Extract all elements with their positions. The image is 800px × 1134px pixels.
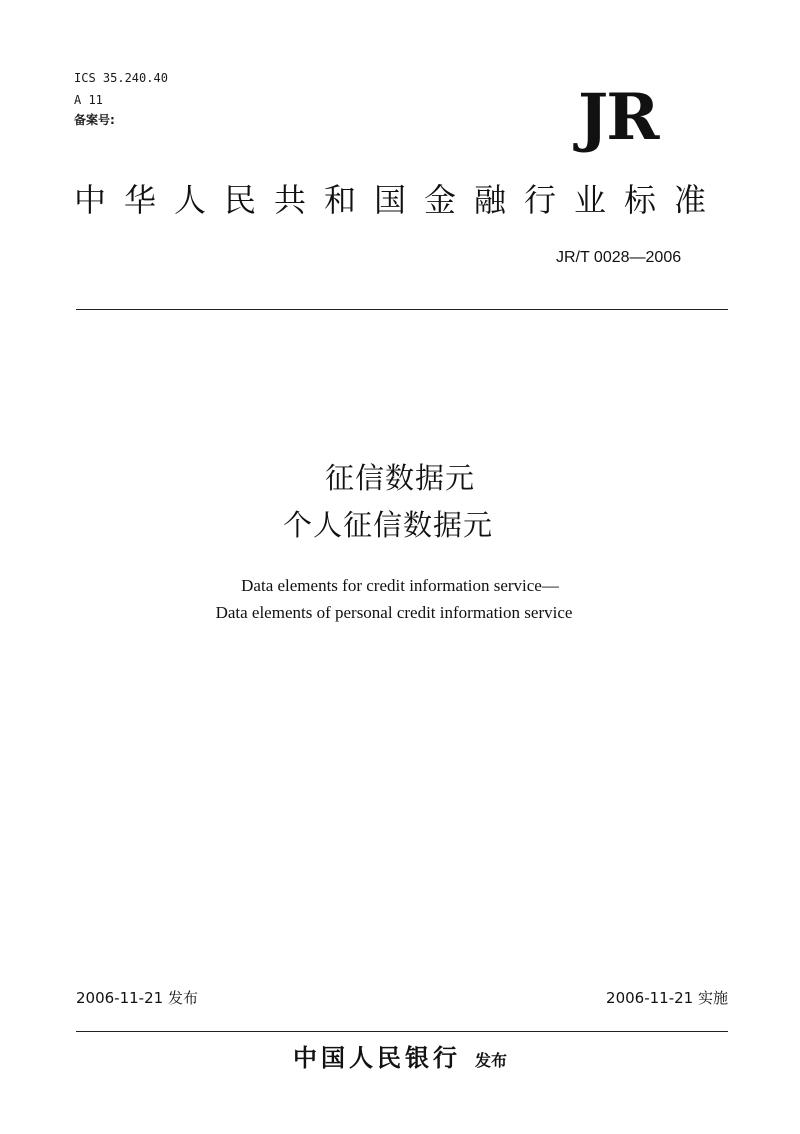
top-divider	[76, 309, 728, 310]
record-number-label: 备案号:	[74, 113, 115, 127]
standard-category-title: 中华人民共和国金融行业标准	[74, 181, 725, 219]
english-title-line-2: Data elements of personal credit information service	[215, 603, 573, 622]
jr-logo: JR	[578, 80, 658, 155]
bottom-divider	[76, 1031, 728, 1032]
publisher-name: 中国人民银行	[292, 1044, 461, 1072]
ics-code: ICS 35.240.40	[74, 71, 168, 85]
issue-date: 2006-11-21 发布	[76, 989, 198, 1007]
publisher-row	[0, 1038, 800, 1081]
implementation-date: 2006-11-21 实施	[606, 989, 728, 1007]
english-title-line-1: Data elements for credit information service—	[241, 576, 559, 595]
classification-code: A 11	[74, 93, 103, 107]
chinese-title-line-1: 征信数据元	[324, 461, 475, 495]
publish-label: 发布	[474, 1051, 507, 1070]
standard-number: JR/T 0028—2006	[556, 249, 682, 266]
chinese-title-line-2: 个人征信数据元	[282, 508, 493, 542]
